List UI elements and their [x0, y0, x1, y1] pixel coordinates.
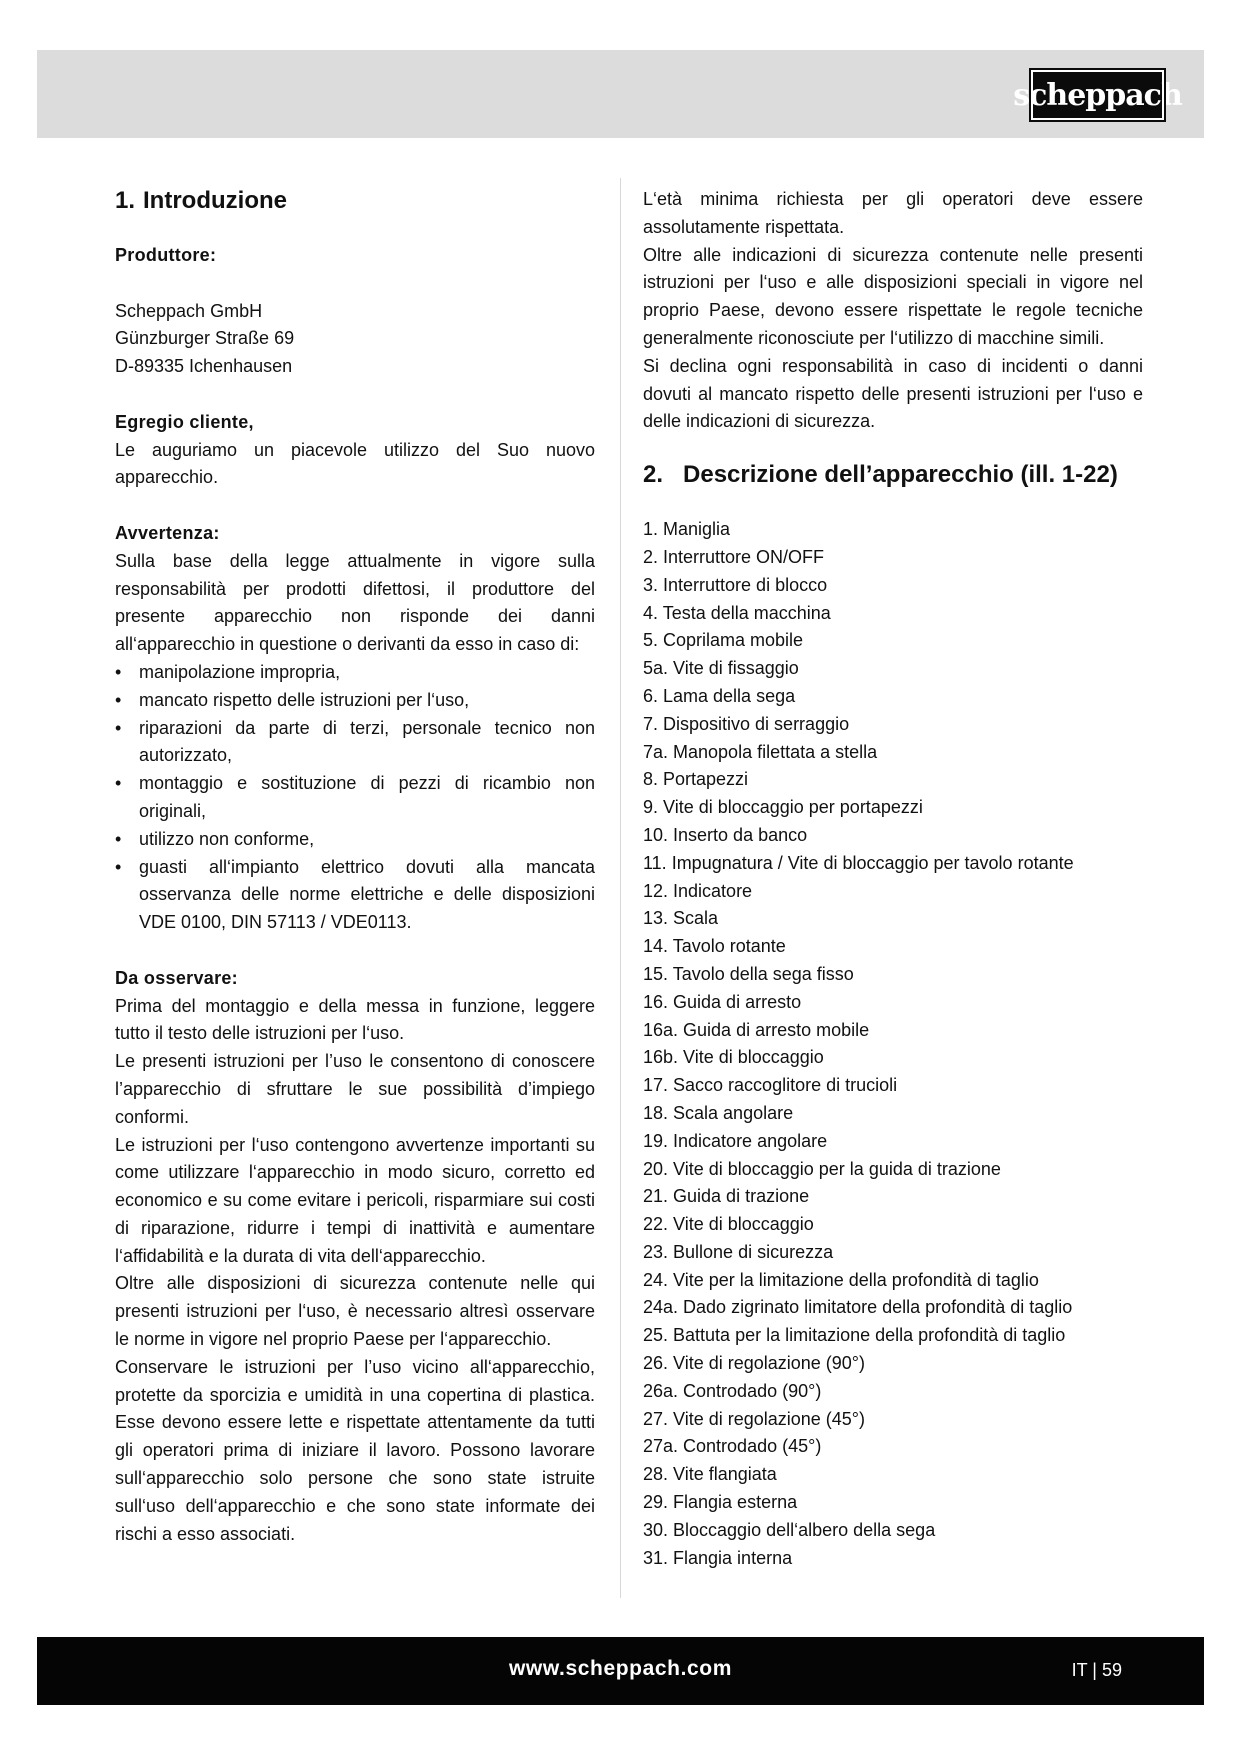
part-item: 28. Vite flangiata	[643, 1464, 777, 1485]
list-item: • mancato rispetto delle istruzioni per l‘uso,	[115, 687, 595, 715]
part-item: 26a. Controdado (90°)	[643, 1380, 822, 1401]
part-item: 27a. Controdado (45°)	[643, 1436, 822, 1457]
part-item: 11. Impugnatura / Vite di bloccaggio per tavolo rotante	[643, 852, 1074, 873]
part-item: 23. Bullone di sicurezza	[643, 1241, 834, 1262]
section-title: Introduzione	[143, 187, 287, 214]
part-item: 15. Tavolo della sega fisso	[643, 963, 854, 984]
observe-paragraph: Oltre alle disposizioni di sicurezza contenute nelle qui presenti istruzioni per l‘uso, è necessario altresì osservare le norme in vigore nel proprio Paese per l‘apparecchio.	[115, 1273, 595, 1350]
list-item: • manipolazione impropria,	[115, 659, 595, 687]
part-item: 21. Guida di trazione	[643, 1186, 810, 1207]
list-item: • montaggio e sostituzione di pezzi di ricambio non originali,	[115, 770, 595, 826]
part-item: 30. Bloccaggio dell‘albero della sega	[643, 1519, 936, 1540]
address-line: Scheppach GmbH	[115, 300, 263, 321]
warning-text: Sulla base della legge attualmente in vigore sulla responsabilità per prodotti difettosi, il produttore del presente apparecchio non risponde dei danni all‘apparecchio in questione o derivanti da esso in caso di:	[115, 550, 595, 655]
section-number: 1.	[115, 187, 136, 214]
warning-label: Avvertenza:	[115, 522, 220, 543]
part-item: 17. Sacco raccoglitore di trucioli	[643, 1075, 898, 1096]
part-item: 4. Testa della macchina	[643, 602, 831, 623]
list-item: • guasti all‘impianto elettrico dovuti alla mancata osservanza delle norme elettriche e delle disposizioni VDE 0100, DIN 57113 / VDE0113.	[115, 854, 595, 937]
left-column	[115, 186, 595, 1548]
observe-paragraph: Le istruzioni per l‘uso contengono avvertenze importanti su come utilizzare l‘apparecchio in modo sicuro, corretto ed economico e su come evitare i pericoli, risparmiare sui costi di riparazione, ridurre i tempi di inattività e aumentare l‘affidabilità e la durata di vita dell‘apparecchio.	[115, 1134, 595, 1266]
intro-paragraph: L‘età minima richiesta per gli operatori deve essere assolutamente rispettata.	[643, 189, 1143, 237]
website-link[interactable]: www.scheppach.com	[509, 1657, 732, 1680]
part-item: 16b. Vite di bloccaggio	[643, 1047, 824, 1068]
section-title: Descrizione dell’apparecchio (ill. 1-22)	[683, 461, 1118, 489]
parts-list	[643, 516, 1143, 1572]
part-item: 13. Scala	[643, 908, 719, 929]
page-number: IT | 59	[1071, 1660, 1122, 1680]
part-item: 3. Interruttore di blocco	[643, 574, 828, 595]
greeting-text: Le auguriamo un piacevole utilizzo del Suo nuovo apparecchio.	[115, 439, 595, 488]
part-item: 19. Indicatore angolare	[643, 1130, 828, 1151]
part-item: 7. Dispositivo di serraggio	[643, 713, 850, 734]
part-item: 24a. Dado zigrinato limitatore della profondità di taglio	[643, 1297, 1073, 1318]
part-item: 8. Portapezzi	[643, 769, 749, 790]
greeting-label: Egregio cliente,	[115, 411, 254, 432]
part-item: 1. Maniglia	[643, 519, 731, 540]
list-item: • riparazioni da parte di terzi, personale tecnico non autorizzato,	[115, 715, 595, 771]
observe-paragraph: Conservare le istruzioni per l’uso vicino all‘apparecchio, protette da sporcizia e umidità in una copertina di plastica. Esse devono essere lette e rispettate attentamente da tutti gli operatori prima di iniziare il lavoro. Possono lavorare sull‘apparecchio solo persone che sono state istruite sull‘uso dell‘apparecchio e che sono state informate dei rischi a esso associati.	[115, 1356, 595, 1544]
column-divider	[620, 178, 621, 1598]
scheppach-logo: scheppach	[1031, 70, 1164, 120]
observe-label: Da osservare:	[115, 967, 238, 988]
part-item: 16. Guida di arresto	[643, 991, 802, 1012]
address-line: D-89335 Ichenhausen	[115, 356, 293, 377]
section-heading-introduction	[115, 186, 595, 216]
part-item: 14. Tavolo rotante	[643, 936, 786, 957]
part-item: 10. Inserto da banco	[643, 824, 808, 845]
manufacturer-label: Produttore:	[115, 245, 217, 265]
part-item: 9. Vite di bloccaggio per portapezzi	[643, 797, 923, 818]
part-item: 27. Vite di regolazione (45°)	[643, 1408, 866, 1429]
part-item: 16a. Guida di arresto mobile	[643, 1019, 870, 1040]
list-item: • utilizzo non conforme,	[115, 826, 595, 854]
part-item: 5a. Vite di fissaggio	[643, 658, 799, 679]
part-item: 20. Vite di bloccaggio per la guida di trazione	[643, 1158, 1001, 1179]
observe-paragraph: Prima del montaggio e della messa in funzione, leggere tutto il testo delle istruzioni per l‘uso.	[115, 995, 595, 1044]
part-item: 24. Vite per la limitazione della profondità di taglio	[643, 1269, 1039, 1290]
warning-list	[115, 659, 595, 937]
intro-paragraph: Oltre alle indicazioni di sicurezza contenute nelle presenti istruzioni per l‘uso e alle disposizioni speciali in vigore nel proprio Paese, devono essere rispettate le regole tecniche generalmente riconosciute per l‘utilizzo di macchine simili.	[643, 244, 1143, 348]
part-item: 6. Lama della sega	[643, 685, 796, 706]
part-item: 26. Vite di regolazione (90°)	[643, 1353, 866, 1374]
part-item: 12. Indicatore	[643, 880, 753, 901]
footer-bar	[37, 1637, 1204, 1705]
section-number: 2.	[643, 461, 664, 489]
observe-paragraph: Le presenti istruzioni per l’uso le consentono di conoscere l’apparecchio di sfruttare le sue possibilità d’impiego conformi.	[115, 1051, 595, 1127]
part-item: 5. Coprilama mobile	[643, 630, 804, 651]
address-line: Günzburger Straße 69	[115, 328, 295, 349]
right-column	[643, 186, 1143, 1572]
part-item: 18. Scala angolare	[643, 1102, 794, 1123]
intro-paragraph: Si declina ogni responsabilità in caso di incidenti o danni dovuti al mancato rispetto delle presenti istruzioni per l‘uso e delle indicazioni di sicurezza.	[643, 355, 1143, 432]
part-item: 31. Flangia interna	[643, 1547, 793, 1568]
part-item: 2. Interruttore ON/OFF	[643, 546, 825, 567]
part-item: 29. Flangia esterna	[643, 1492, 798, 1513]
part-item: 7a. Manopola filettata a stella	[643, 741, 878, 762]
part-item: 22. Vite di bloccaggio	[643, 1214, 814, 1235]
part-item: 25. Battuta per la limitazione della profondità di taglio	[643, 1325, 1066, 1346]
section-heading-description	[643, 460, 1143, 490]
